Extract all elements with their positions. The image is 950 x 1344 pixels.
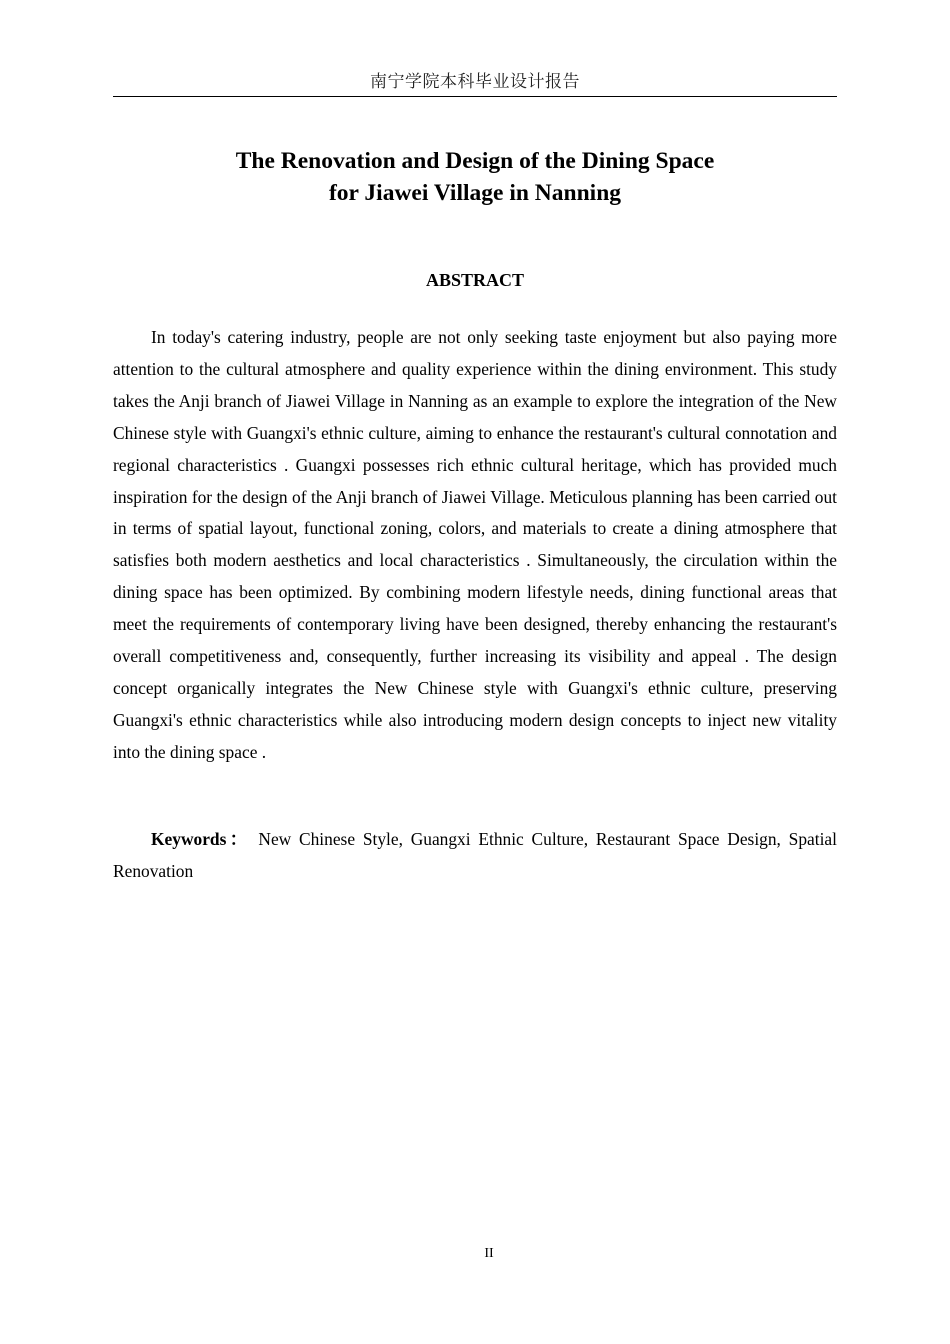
keywords-label: Keywords： (151, 829, 251, 849)
abstract-body: In today's catering industry, people are not only seeking taste enjoyment but also paying more attention to the cultural atmosphere and quality experience within the dining environment. This study takes the Anji branch of Jiawei Village in Nanning as an example to explore the integration of the New Chinese style with Guangxi's ethnic culture, aiming to enhance the restaurant's cultural connotation and regional characteristics . Guangxi possesses rich ethnic cultural heritage, which has provided much inspiration for the design of the Anji branch of Jiawei Village. Meticulous planning has been carried out in terms of spatial layout, functional zoning, colors, and materials to create a dining atmosphere that satisfies both modern aesthetics and local characteristics . Simultaneously, the circulation within the dining space has been optimized. By combining modern lifestyle needs, dining functional areas that meet the requirements of contemporary living have been designed, thereby enhancing the restaurant's overall competitiveness and, consequently, further increasing its visibility and appeal . The design concept organically integrates the New Chinese style with Guangxi's ethnic culture, preserving Guangxi's ethnic characteristics while also introducing modern design concepts to inject new vitality into the dining space . (113, 327, 837, 762)
keywords-paragraph (113, 823, 837, 887)
document-title (113, 145, 837, 209)
keywords-text: New Chinese Style, Guangxi Ethnic Culture, Restaurant Space Design, Spatial Renovation (113, 829, 837, 881)
abstract-heading: ABSTRACT (425, 270, 525, 290)
header-rule (113, 96, 837, 97)
title-line-2: for Jiawei Village in Nanning (328, 180, 622, 206)
running-header: 南宁学院本科毕业设计报告 (370, 72, 580, 92)
title-line-1: The Renovation and Design of the Dining Space (235, 148, 715, 174)
page-number: II (484, 1246, 494, 1261)
